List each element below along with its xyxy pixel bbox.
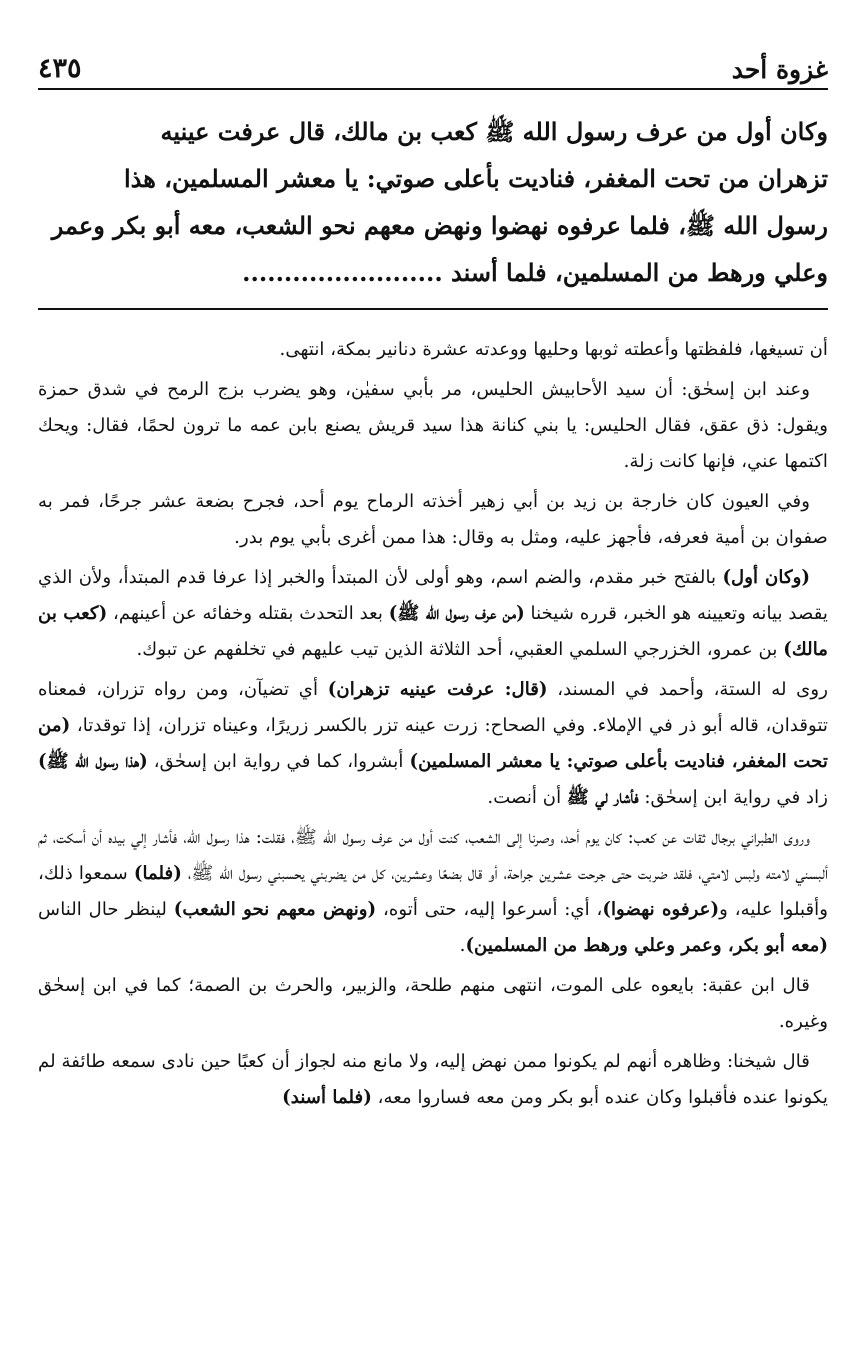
commentary-text: بالفتح خبر مقدم، والضم اسم، وهو أولى لأن المبتدأ والخبر إذا عرفا قدم المبتدأ، ولأن الذي يقصد بيانه وتعيينه هو الخبر، قرره شيخنا — [38, 567, 828, 624]
quoted-phrase: (فلما أسند) — [282, 1087, 372, 1108]
commentary-paragraph — [38, 332, 828, 368]
quoted-phrase: (وكان أول) — [722, 567, 810, 588]
commentary-text: أبشروا، كما في رواية ابن إسحٰق، — [147, 751, 410, 772]
commentary-text: بعد التحدث بقتله وخفائه عن أعينهم، — [107, 603, 389, 624]
main-text — [38, 90, 828, 300]
commentary-paragraph — [38, 372, 828, 480]
commentary-text: قال ابن عقبة: بايعوه على الموت، انتهى منهم طلحة، والزبير، والحرث بن الصمة؛ كما في ابن إسحٰق وغيره. — [38, 975, 828, 1032]
commentary-paragraph — [38, 672, 828, 816]
quoted-phrase: (معه أبو بكر، وعمر وعلي ورهط من المسلمين) — [465, 935, 828, 956]
main-text-line: وكان أول من عرف رسول الله ﷺ كعب بن مالك، قال عرفت عينيه — [160, 117, 828, 146]
chapter-title: غزوة أحد — [731, 55, 828, 84]
commentary-paragraph — [38, 484, 828, 556]
main-text-line: رسول الله ﷺ، فلما عرفوه نهضوا ونهض معهم نحو الشعب، معه أبو بكر وعمر — [51, 211, 828, 240]
quoted-phrase: (من تحت المغفر، فناديت بأعلى صوتي: يا معشر المسلمين) — [38, 715, 828, 772]
main-text-line: وعلي ورهط من المسلمين، فلما أسند ........................ — [242, 258, 828, 287]
commentary-paragraph — [38, 968, 828, 1040]
quoted-phrase: فأشار لي ﷺ — [566, 787, 639, 808]
quoted-phrase: (كعب بن مالك) — [38, 603, 828, 660]
page-number: ٤٣٥ — [38, 53, 82, 84]
commentary-text: سمعوا ذلك، وأقبلوا عليه، و — [38, 863, 828, 920]
commentary-text: أن تسيغها، فلفظتها وأعطته ثوبها وحليها ووعدته عشرة دنانير بمكة، انتهى. — [279, 339, 828, 360]
main-text-line: تزهران من تحت المغفر، فناديت بأعلى صوتي: يا معشر المسلمين، هذا — [124, 164, 828, 193]
commentary-text: أن أنصت. — [487, 787, 567, 808]
commentary-paragraph — [38, 1044, 828, 1116]
quoted-phrase: (عرفوه نهضوا) — [602, 899, 720, 920]
commentary-text: . — [459, 935, 466, 956]
commentary-text: بن عمرو، الخزرجي السلمي العقبي، أحد الثلاثة الذين تيب عليهم في تخلفهم عن تبوك. — [136, 639, 784, 660]
commentary-text: زاد في رواية ابن إسحٰق: — [638, 787, 828, 808]
commentary-paragraph — [38, 820, 828, 964]
quoted-phrase: (قال: عرفت عينيه تزهران) — [327, 679, 548, 700]
commentary-text: ، أي: أسرعوا إليه، حتى أتوه، — [376, 899, 603, 920]
quoted-phrase: (من عرف رسول الله ﷺ) — [388, 603, 525, 624]
quoted-phrase: (ونهض معهم نحو الشعب) — [173, 899, 377, 920]
commentary-text: وروى الطبراني برجال ثقات عن كعب: كان يوم أحد، وصرنا إلى الشعب، كنت أول من عرف رسول الله ﷺ، فقلت: هذا رسول الله، فأشار إلي بيده أن أسكت، ثم ألبسني لامته ولبس لامتي، فلقد ضربت حتى جرحت عشرين جراحة، أو قال بضعًا وعشرين، كل من يضربني يحسبني رسول الله ﷺ، — [38, 827, 828, 884]
quoted-phrase: (هذا رسول الله ﷺ) — [38, 751, 148, 772]
commentary — [38, 310, 828, 1116]
commentary-text: وفي العيون كان خارجة بن زيد بن أبي زهير أخذته الرماح يوم أحد، فجرح بضعة عشر جرحًا، فمر به صفوان بن أمية فعرفه، فأجهز عليه، ومثل به وقال: هذا ممن أغرى بأبي يوم بدر. — [38, 491, 828, 548]
commentary-text: روى له الستة، وأحمد في المسند، — [547, 679, 828, 700]
page-header — [38, 38, 828, 84]
commentary-text: لينظر حال الناس — [38, 899, 174, 920]
commentary-text: وعند ابن إسحٰق: أن سيد الأحابيش الحليس، مر بأبي سفيٰن، وهو يضرب بزج الرمح في شدق حمزة ويقول: ذق عقق، فقال الحليس: يا بني كنانة هذا سيد قريش يصنع بابن عمه ما ترون لحمًا، فقال: ويحك اكتمها عني، فإنها كانت زلة. — [38, 379, 828, 472]
quoted-phrase: (فلما) — [133, 863, 182, 884]
commentary-text: أي تضيآن، ومن رواه تزران، فمعناه تتوقدان، قاله أبو ذر في الإملاء. وفي الصحاح: زرت عينه تزر بالكسر زريرًا، وعيناه تزران، إذا توقدتا، — [38, 679, 828, 736]
commentary-text: قال شيخنا: وظاهره أنهم لم يكونوا ممن نهض إليه، ولا مانع منه لجواز أن كعبًا حين نادى سمعه طائفة لم يكونوا عنده فأقبلوا وكان عنده أبو بكر ومن معه فساروا معه، — [38, 1051, 828, 1108]
commentary-paragraph — [38, 560, 828, 668]
